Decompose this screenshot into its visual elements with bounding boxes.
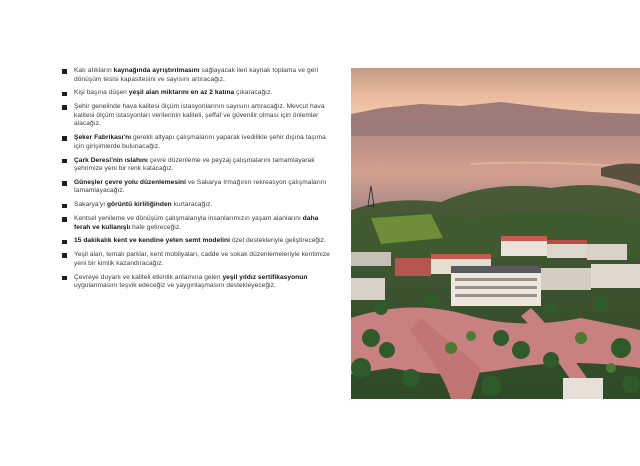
bullet-item [62,179,332,196]
bullet-text: Yeşil alan, temalı parklar, kent mobilyaları, cadde ve sokak düzenlemeleriyle kentimize yeni bir kimlik kazandıracağız. [74,251,330,267]
bullet-bold-text: daha ferah ve kullanışlı [74,215,319,231]
bullet-text: çevre düzenleme ve peyzaj çalışmalarını tamamlayarak şehrimize yeni bir renk katacağız. [74,156,315,173]
bullet-marker [62,204,67,209]
bullet-item [62,215,332,232]
bullet-text: Katı atıkların [74,67,114,74]
bullet-text: Şehir genelinde hava kalitesi ölçüm istasyonlarının sayısını artıracağız. Mevcut hava kalitesi ölçüm istasyonları verilerinin kaliteli, şeffaf ve güvenilir olması için önlemler alacağız. [74,103,325,128]
bullet-bold-text: Çark Deresi'nin ıslahını [74,156,148,164]
bullet-bold-text: kaynağında ayrıştırılmasını [113,67,200,74]
bullet-text: Kişi başına düşen [74,89,129,97]
bullet-item [62,237,332,246]
bullet-marker [62,159,67,164]
bullet-marker [62,217,67,222]
bullet-bold-text: yeşil alan miktarını en az 2 katına [128,89,235,97]
bullet-marker [62,181,67,186]
bullet-item [62,251,332,268]
bullet-marker [62,136,67,141]
bullet-bold-text: görüntü kirliliğinden [106,201,172,209]
bullet-list [62,67,332,296]
bullet-bold-text: Güneşler çevre yolu düzenlemesini [74,178,186,186]
bullet-bold-text: 15 dakikalık kent ve kendine yeten semt modelini [74,237,230,245]
bullet-marker [62,253,67,258]
bullet-marker [62,276,67,281]
bullet-text: hale getireceğiz. [130,223,182,231]
campus-aerial-photo [351,68,640,399]
bullet-text: ve Sakarya Irmağının rekreasyon çalışmalarını tamamlayacağız. [74,178,327,195]
bullet-text: gerekli altyapı çalışmalarını yaparak ivedilikle şehir dışına taşıma için girişimlerde bulunacağız. [74,134,326,150]
bullet-item [62,134,332,151]
bullet-item [62,201,332,210]
bullet-item [62,67,332,84]
bullet-text: Çevreye duyarlı ve kaliteli etkinlik anlamına gelen [74,273,223,281]
bullet-item [62,89,332,98]
bullet-bold-text: Şeker Fabrikası'nı [74,134,132,142]
bullet-text: Sakarya'yı [74,201,107,209]
bullet-item [62,157,332,174]
bullet-marker [62,240,67,245]
bullet-text: sağlayacak ileri kaynak toplama ve geri dönüşüm tesisi kapasitesini ve sayısını artıracağız. [74,67,319,83]
bullet-bold-text: yeşil yıldız sertifikasyonun [222,273,308,281]
campus-aerial-illustration [351,68,640,399]
bullet-marker [62,105,67,110]
bullet-text: Kentsel yenileme ve dönüşüm çalışmalarıyla insanlarımızın yaşam alanlarını [74,215,303,223]
bullet-marker [62,69,67,74]
bullet-item [62,274,332,291]
bullet-text: özel destekleriyle geliştireceğiz. [229,237,326,245]
bullet-marker [62,92,67,97]
bullet-text: çıkaracağız. [234,89,273,97]
bullet-item [62,103,332,129]
bullet-text: kurtaracağız. [171,201,213,209]
bullet-text: uygulanmasını teşvik edeceğiz ve yaygınlaşmasını destekleyeceğiz. [74,282,276,290]
